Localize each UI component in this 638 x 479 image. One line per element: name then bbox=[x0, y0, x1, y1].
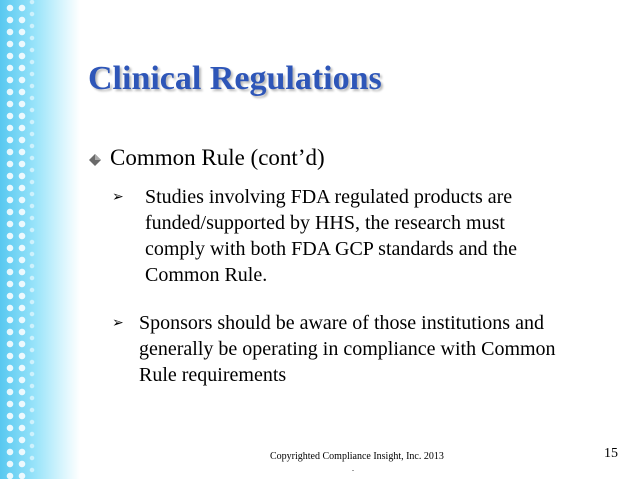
decorative-dot-pattern bbox=[4, 0, 28, 479]
sub-bullet-1-text: Studies involving FDA regulated products are funded/supported by HHS, the research must comply with both FDA GCP standards and the Common Rule. bbox=[145, 186, 518, 286]
page-number: 15 bbox=[604, 446, 618, 461]
decorative-dot-pattern-secondary bbox=[26, 0, 38, 479]
arrow-bullet-icon: ➢ bbox=[112, 189, 124, 205]
footer-copyright: Copyrighted Compliance Insight, Inc. 2013 bbox=[270, 451, 444, 462]
bullet-level1 bbox=[88, 145, 325, 173]
sub-bullet-1 bbox=[112, 184, 532, 288]
sub-bullet-2 bbox=[112, 310, 592, 388]
bullet-level1-text: Common Rule (cont’d) bbox=[110, 145, 325, 170]
footer-dot: . bbox=[352, 464, 354, 473]
arrow-bullet-icon: ➢ bbox=[112, 315, 124, 331]
diamond-bullet-icon bbox=[88, 147, 110, 173]
slide-title: Clinical Regulations bbox=[88, 60, 382, 97]
sub-bullet-2-text: Sponsors should be aware of those institutions and generally be operating in compliance with Common Rule requirements bbox=[139, 312, 556, 386]
